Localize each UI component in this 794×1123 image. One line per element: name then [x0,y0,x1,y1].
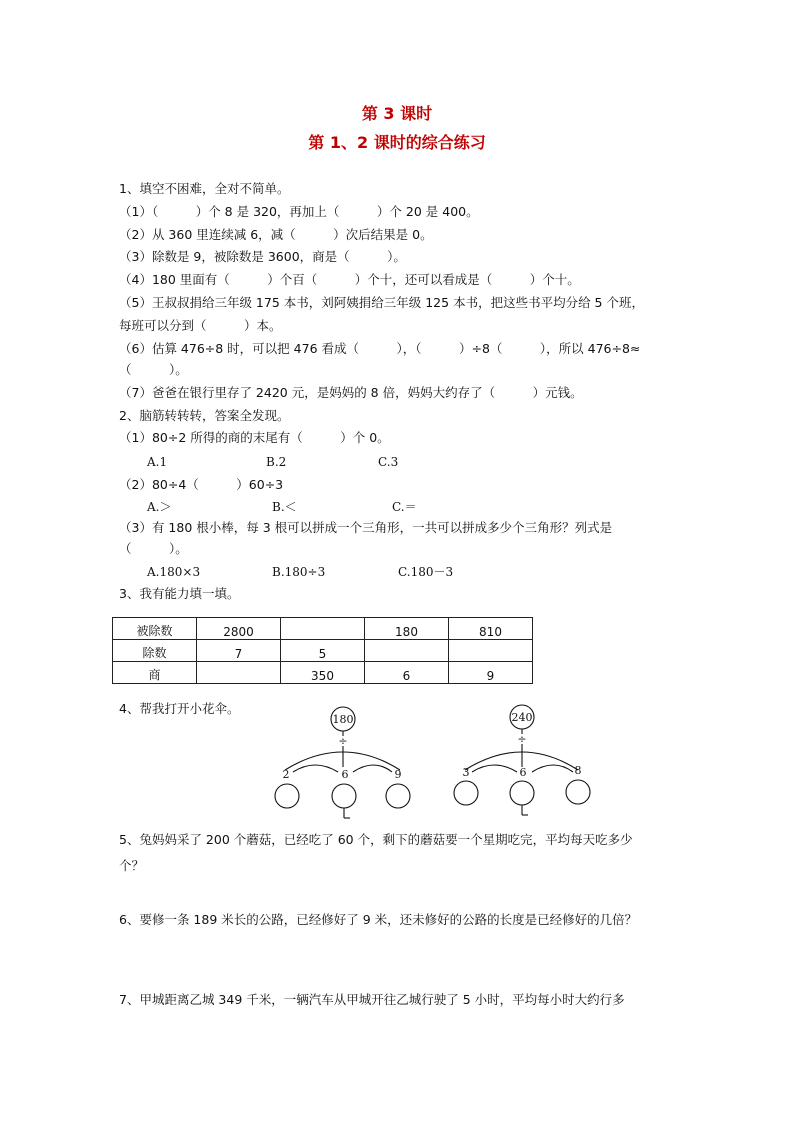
table-cell[interactable] [449,640,533,662]
umbrella-1-divisor: 2 [282,768,290,781]
q1-item-1: （1）（ ）个 8 是 320，再加上（ ）个 20 是 400。 [119,204,479,219]
q2-item-1-option-c: C.3 [378,455,399,469]
lesson-subtitle: 第 1、2 课时的综合练习 [308,133,486,152]
q1-item-4: （4）180 里面有（ ）个百（ ）个十，还可以看成是（ ）个十。 [119,272,580,287]
q2-item-2-option-a: A.＞ [147,500,172,514]
q4-title: 4、帮我打开小花伞。 [119,701,240,716]
table-row [113,640,533,662]
q1-item-3: （3）除数是 9，被除数是 3600，商是（ ）。 [119,249,406,264]
q2-item-3-line1: （3）有 180 根小棒，每 3 根可以拼成一个三角形，一共可以拼成多少个三角形？列式是 [119,520,613,535]
table-cell: 2800 [197,618,281,640]
q2-item-3-option-a: A.180×3 [147,565,201,579]
umbrella-1-divisor: 6 [341,768,349,781]
q1-item-7: （7）爸爸在银行里存了 2420 元，是妈妈的 8 倍，妈妈大约存了（ ）元钱。 [119,385,583,400]
umbrella-2-divisor: 3 [462,766,470,779]
q1-item-6-line2: （ ）。 [119,362,188,377]
umbrella-2-divisor: 8 [574,764,582,777]
umbrella-2-answer-circle[interactable] [454,781,478,805]
table-cell: 810 [449,618,533,640]
q7-line1: 7、甲城距离乙城 349 千米，一辆汽车从甲城开往乙城行驶了 5 小时，平均每小时大约行多 [119,992,625,1007]
table-cell: 180 [365,618,449,640]
table-cell[interactable] [281,618,365,640]
umbrella-1-answer-circle[interactable] [386,784,410,808]
umbrella-1-dividend: 180 [332,713,354,726]
table-cell[interactable] [365,640,449,662]
q2-item-2-option-b: B.＜ [272,500,297,514]
q1-title: 1、填空不困难，全对不简单。 [119,181,290,196]
q5-line2: 个？ [119,858,145,873]
umbrella-2-dividend: 240 [511,711,533,724]
q2-title: 2、脑筋转转转，答案全发现。 [119,408,290,423]
table-cell[interactable] [197,662,281,684]
table-header-dividend: 被除数 [113,618,197,640]
q2-item-2-option-c: C.＝ [392,500,417,514]
q1-item-2: （2）从 360 里连续减 6，减（ ）次后结果是 0。 [119,227,433,242]
table-cell: 5 [281,640,365,662]
q2-item-3-option-c: C.180－3 [398,565,454,579]
table-header-divisor: 除数 [113,640,197,662]
table-cell: 9 [449,662,533,684]
q1-item-6-line1: （6）估算 476÷8 时，可以把 476 看成（ ），（ ）÷8（ ），所以 476÷8≈ [119,341,641,356]
umbrella-1-operator: ÷ [338,735,348,748]
q2-item-1-option-b: B.2 [266,455,287,469]
division-table [112,617,533,684]
q3-title: 3、我有能力填一填。 [119,586,240,601]
lesson-title: 第 3 课时 [361,104,433,123]
umbrella-1-answer-circle[interactable] [332,784,356,808]
q1-item-5-line1: （5）王叔叔捐给三年级 175 本书，刘阿姨捐给三年级 125 本书，把这些书平均分给 5 个班， [119,295,644,310]
umbrella-2-answer-circle[interactable] [510,781,534,805]
umbrella-2-operator: ÷ [517,733,527,746]
q5-line1: 5、兔妈妈采了 200 个蘑菇，已经吃了 60 个，剩下的蘑菇要一个星期吃完，平均每天吃多少 [119,832,633,847]
umbrella-diagrams [260,700,620,830]
table-cell: 350 [281,662,365,684]
table-cell: 7 [197,640,281,662]
table-row [113,618,533,640]
q2-item-2: （2）80÷4（ ）60÷3 [119,477,284,492]
q1-item-5-line2: 每班可以分到（ ）本。 [119,318,282,333]
umbrella-2-divisor: 6 [519,766,527,779]
table-row [113,662,533,684]
q2-item-1-option-a: A.1 [147,455,168,469]
umbrella-2-answer-circle[interactable] [566,780,590,804]
table-cell: 6 [365,662,449,684]
umbrella-1-answer-circle[interactable] [275,784,299,808]
q2-item-3-option-b: B.180÷3 [272,565,326,579]
q6-line1: 6、要修一条 189 米长的公路，已经修好了 9 米，还未修好的公路的长度是已经修好的几倍？ [119,912,638,927]
umbrella-1-divisor: 9 [394,768,402,781]
q2-item-1: （1）80÷2 所得的商的末尾有（ ）个 0。 [119,430,390,445]
q2-item-3-line2: （ ）。 [119,541,188,556]
table-header-quotient: 商 [113,662,197,684]
